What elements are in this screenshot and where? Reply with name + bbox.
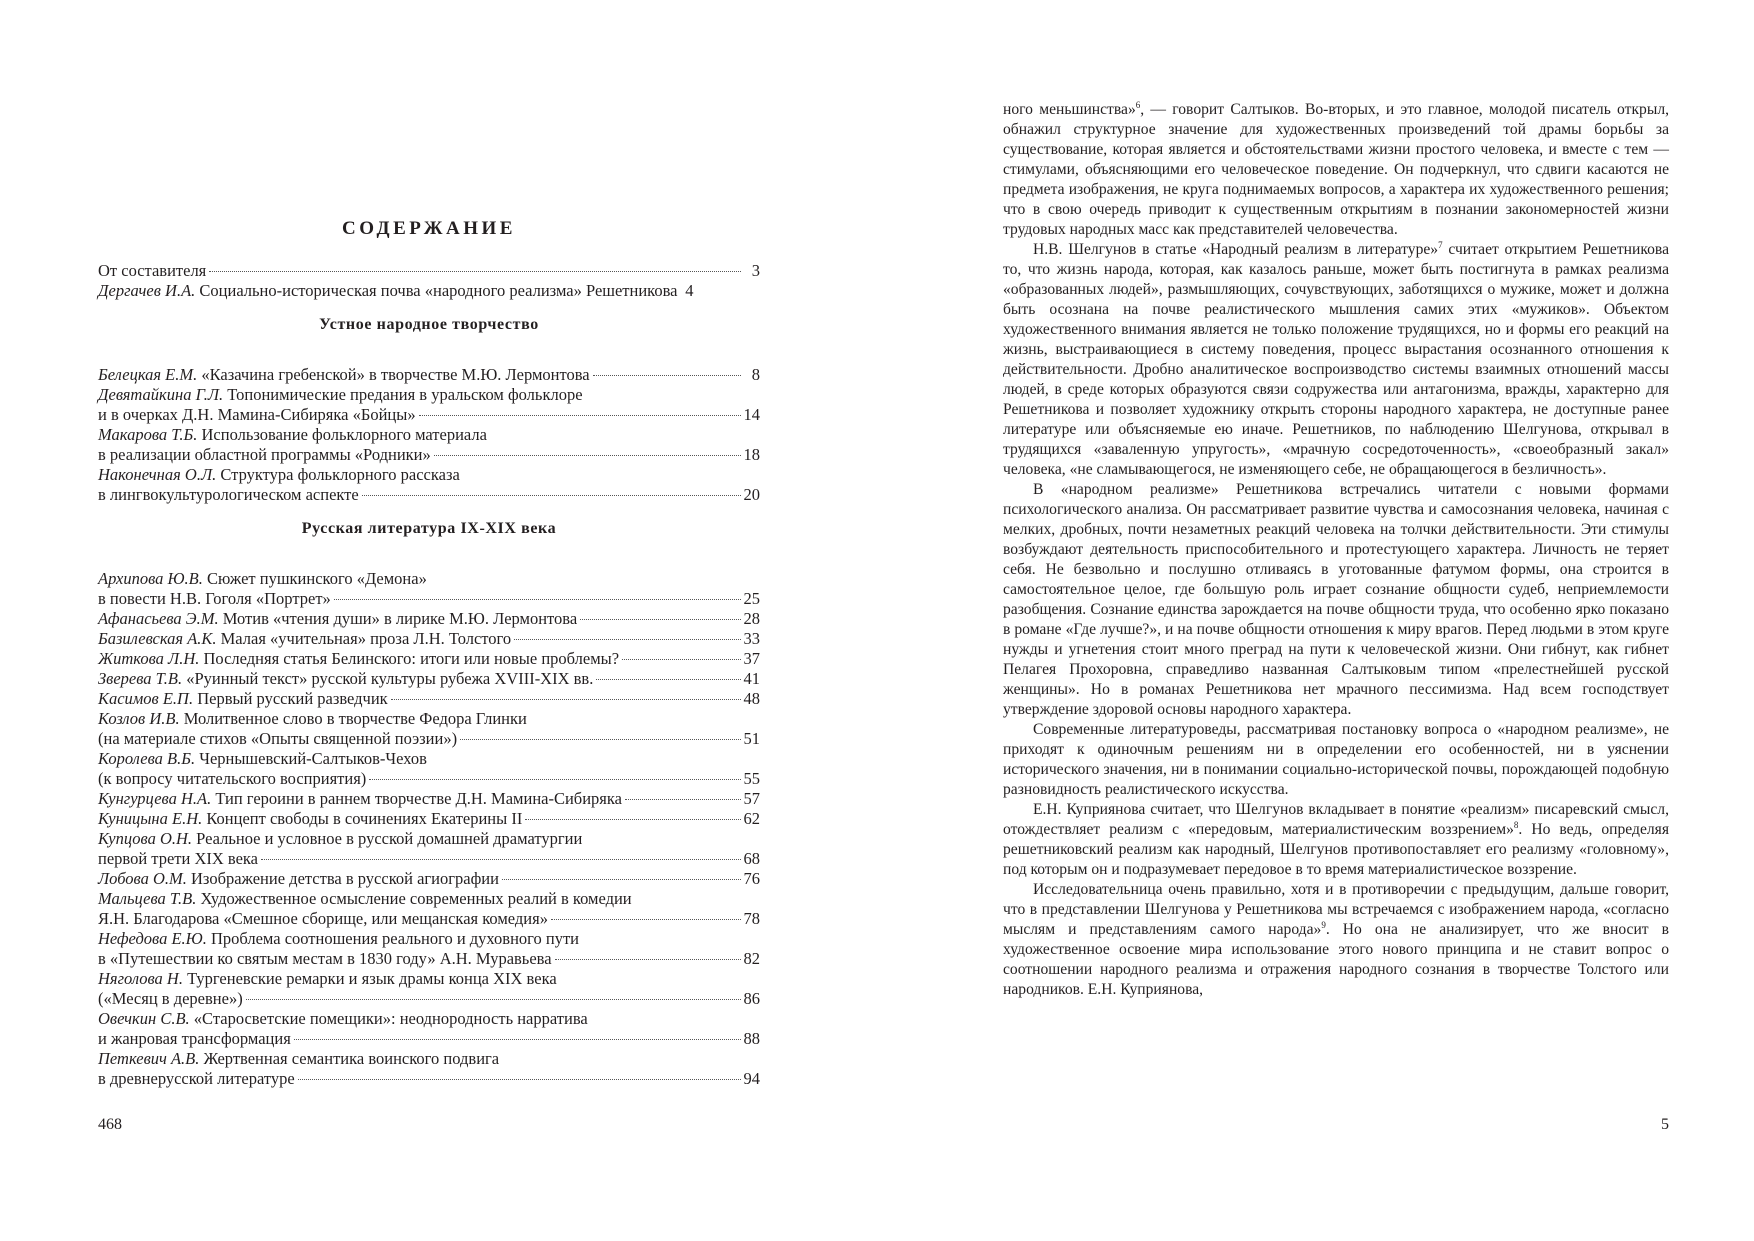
toc-entry-line <box>98 609 760 629</box>
paragraph: Н.В. Шелгунов в статье «Народный реализм в литературе»$^7$ считает открытием Решетникова то, что жизнь народа, которая, как казалось раньше, может быть постигнута в рамках реализма «образованных людей», размышляющих, сочувствующих, заботящихся о мужике, может и должна быть осознана на почве реалистического мышления самих этих «мужиков». Объектом художественного внимания является не только положение трудящихся, но и формы его реакций на жизнь, выстраивающиеся в систему поведения, процесс вырастания осознанного отношения к действительности. Дробно аналитическое воспроизводство системы взаимных отношений массы людей, в среде которых образуются связи содружества или антагонизма, вражды, характерно для Решетникова и позволяет художнику открыть стороны народного характера, не доступные ранее литературе или объясняемые ею иначе. Решетников, по наблюдению Шелгунова, открывал в трудящихся «заваленную упругость», «мрачную сосредоточенность», «своеобразный закал» человека, «не сламывающегося, не изменяющего себе, не обращающегося в безличность». <box>1003 240 1669 478</box>
toc-entry-text <box>98 749 427 768</box>
toc-title-text: (на материале стихов «Опыты священной поэзии») <box>98 729 458 748</box>
toc-entry-line <box>98 365 760 385</box>
toc-entry-text <box>98 729 457 749</box>
toc-entry-line <box>98 1009 760 1029</box>
toc-entry[interactable] <box>98 709 760 749</box>
dot-leader <box>334 599 741 600</box>
toc-entry-text <box>98 629 511 649</box>
toc-entry-text <box>98 485 359 505</box>
dot-leader <box>460 739 740 740</box>
toc-entry-line <box>98 445 760 465</box>
toc-page-number: 76 <box>743 869 760 888</box>
toc-entry-text <box>98 789 622 809</box>
toc-entry-text <box>98 969 557 988</box>
toc-title-text: и жанровая трансформация <box>98 1029 291 1048</box>
toc-entry-text <box>98 669 593 689</box>
toc-entry-text <box>98 829 582 848</box>
toc-title: СОДЕРЖАНИЕ <box>342 218 516 239</box>
toc-title-text: первой трети XIX века <box>98 849 258 868</box>
toc-entry[interactable] <box>98 969 760 1009</box>
toc-page-number: 51 <box>743 729 760 748</box>
paragraph: Исследовательница очень правильно, хотя и в противоречии с предыдущим, дальше говорит, что в представлении Шелгунова у Решетникова мы встречаемся с изображением народа, «согласно мыслям и представлениям самого народа»$^9$. Но она не анализирует, что же вносит в художественное освоение мира использование этого нового принципа и не ставит вопрос о соотношении народного реализма и отражения народного сознания в творчестве Толстого или народников. Е.Н. Куприянова, <box>1003 881 1669 998</box>
toc-entry-line <box>98 485 760 505</box>
toc-page-number: 18 <box>743 445 760 464</box>
toc-page-number: 94 <box>743 1069 760 1088</box>
toc-author: Базилевская А.К. <box>98 629 217 648</box>
toc-entry-text <box>98 909 548 929</box>
toc-title-text: и в очерках Д.Н. Мамина-Сибиряка «Бойцы» <box>98 405 416 424</box>
toc-author: Няголова Н. <box>98 969 183 988</box>
toc-title-text: Первый русский разведчик <box>197 689 388 708</box>
toc-entry-line <box>98 405 760 425</box>
toc-entry-text <box>98 405 416 425</box>
toc-title-text: «Казачина гребенской» в творчестве М.Ю. Лермонтова <box>201 365 590 384</box>
toc-author: Архипова Ю.В. <box>98 569 203 588</box>
toc-entry[interactable] <box>98 425 760 465</box>
dot-leader <box>555 959 741 960</box>
toc-entry-line <box>98 769 760 789</box>
toc-author: Купцова О.Н. <box>98 829 193 848</box>
toc-author: Кунгурцева Н.А. <box>98 789 212 808</box>
footnote-ref[interactable]: 8 <box>1513 820 1519 830</box>
toc-entry-line <box>98 385 760 405</box>
toc-entry[interactable] <box>98 629 760 649</box>
toc-entry-text <box>98 869 499 889</box>
toc-title-text: Использование фольклорного материала <box>201 425 487 444</box>
toc-entry-line <box>98 989 760 1009</box>
toc-entry[interactable] <box>98 789 760 809</box>
toc-page-number: 8 <box>751 365 760 384</box>
toc-entry-line <box>98 1029 760 1049</box>
toc-title-text: «Руинный текст» русской культуры рубежа XVIII-XIX вв. <box>186 669 594 688</box>
toc-author: Козлов И.В. <box>98 709 180 728</box>
toc-author: Афанасьева Э.М. <box>98 609 219 628</box>
toc-title-text: Сюжет пушкинского «Демона» <box>206 569 427 588</box>
toc-author: Житкова Л.Н. <box>98 649 200 668</box>
toc-author: Девятайкина Г.Л. <box>98 385 224 404</box>
dot-leader <box>593 375 741 376</box>
toc-author: Королева В.Б. <box>98 749 196 768</box>
right-page <box>1003 0 1669 1241</box>
toc-entry[interactable] <box>98 281 760 301</box>
toc-title-text: Мотив «чтения души» в лирике М.Ю. Лермонтова <box>222 609 578 628</box>
toc-page-number: 20 <box>743 485 760 504</box>
dot-leader <box>580 619 740 620</box>
toc-entry[interactable] <box>98 261 760 281</box>
toc-title-text: Тургеневские ремарки и язык драмы конца XIX века <box>187 969 557 988</box>
toc-author: Лобова О.М. <box>98 869 187 888</box>
dot-leader <box>622 659 740 660</box>
toc-entry-line <box>98 969 760 989</box>
toc-title-text: Жертвенная семантика воинского подвига <box>203 1049 500 1068</box>
toc-entry-line <box>98 809 760 829</box>
toc-entry[interactable] <box>98 365 760 385</box>
dot-leader <box>261 859 741 860</box>
toc-entry-text <box>98 1049 499 1068</box>
dot-leader <box>551 919 741 920</box>
toc-page-number: 25 <box>743 589 760 608</box>
toc-entry-line <box>98 829 760 849</box>
dot-leader <box>294 1039 741 1040</box>
toc-title-text: Концепт свободы в сочинениях Екатерины II <box>206 809 523 828</box>
toc-entry-text <box>98 365 590 385</box>
footnote-ref[interactable]: 9 <box>1321 920 1326 930</box>
toc-title-text: в «Путешествии ко святым местам в 1830 году» А.Н. Муравьева <box>98 949 552 968</box>
toc-page-number: 28 <box>743 609 760 628</box>
dot-leader <box>209 271 741 272</box>
dot-leader <box>434 455 741 456</box>
toc-entry-line <box>98 789 760 809</box>
toc-entry-text <box>98 609 577 629</box>
toc-entry[interactable] <box>98 809 760 829</box>
dot-leader <box>298 1079 741 1080</box>
toc-entry-text <box>98 689 388 709</box>
toc-entry[interactable] <box>98 609 760 629</box>
section-heading: Устное народное творчество <box>319 316 539 333</box>
toc-entry[interactable] <box>98 385 760 425</box>
dot-leader <box>362 495 741 496</box>
toc-entry-line <box>98 465 760 485</box>
toc-entry-text <box>98 769 366 789</box>
toc-entry-text <box>98 949 552 969</box>
toc-entry[interactable] <box>98 749 760 789</box>
toc-entry-line <box>98 689 760 709</box>
toc-entry-text <box>98 929 579 948</box>
dot-leader <box>246 999 741 1000</box>
toc-entry-text <box>98 261 206 281</box>
toc-title-text: «Старосветские помещики»: неоднородность нарратива <box>193 1009 588 1028</box>
toc-entry-text <box>98 809 522 829</box>
toc-title-text: Чернышевский-Салтыков-Чехов <box>199 749 427 768</box>
toc-entry-line <box>98 849 760 869</box>
toc-page-number: 62 <box>743 809 760 828</box>
toc-title-text: Тип героини в раннем творчестве Д.Н. Мамина-Сибиряка <box>215 789 622 808</box>
toc-entry-line <box>98 1069 760 1089</box>
toc-page-number: 14 <box>743 405 760 424</box>
toc-entry-line <box>98 909 760 929</box>
left-page <box>98 0 760 1241</box>
toc-author: Макарова Т.Б. <box>98 425 198 444</box>
toc-entry-line <box>98 949 760 969</box>
toc-title-text: Я.Н. Благодарова «Смешное сборище, или мещанская комедия» <box>98 909 548 928</box>
toc-entry[interactable] <box>98 929 760 969</box>
paragraph: Современные литературоведы, рассматривая постановку вопроса о «народном реализме», не приходят к одиночным решениям ни в определении его особенностей, ни в уяснении исторического значения, ни в понимании социально-исторической почвы, порождающей подобную разновидность реалистического искусства. <box>1003 721 1669 798</box>
dot-leader <box>419 415 741 416</box>
toc-page-number: 88 <box>743 1029 760 1048</box>
toc-entry-text <box>98 281 678 301</box>
toc-entry-text <box>98 1009 588 1028</box>
toc-page-number: 55 <box>743 769 760 788</box>
right-page-number: 5 <box>1661 1116 1669 1133</box>
toc-title-text: в древнерусской литературе <box>98 1069 295 1088</box>
toc-entry[interactable] <box>98 1009 760 1049</box>
toc-author: Дергачев И.А. <box>98 281 196 300</box>
toc-title-text: в лингвокультурологическом аспекте <box>98 485 359 504</box>
toc-page-number: 4 <box>685 281 694 300</box>
toc-author: Белецкая Е.М. <box>98 365 198 384</box>
body-text <box>1003 100 1669 1000</box>
toc-page-number: 82 <box>743 949 760 968</box>
dot-leader <box>502 879 741 880</box>
dot-leader <box>596 679 740 680</box>
toc-author: Касимов Е.П. <box>98 689 194 708</box>
footnote-ref[interactable]: 7 <box>1438 240 1443 250</box>
toc-entry-line <box>98 749 760 769</box>
toc-entry-text <box>98 709 527 728</box>
toc-page-number: 41 <box>743 669 760 688</box>
toc-entry[interactable] <box>98 649 760 669</box>
toc-entry-line <box>98 729 760 749</box>
toc-entry-line <box>98 261 760 281</box>
toc-title-text: Молитвенное слово в творчестве Федора Глинки <box>183 709 527 728</box>
toc-entry[interactable] <box>98 669 760 689</box>
toc-author: Куницына Е.Н. <box>98 809 203 828</box>
toc-entry-line <box>98 425 760 445</box>
toc-entry-line <box>98 569 760 589</box>
left-page-number: 468 <box>98 1116 122 1133</box>
footnote-ref[interactable]: 6 <box>1135 100 1141 110</box>
dot-leader <box>625 799 741 800</box>
toc-title-text: Изображение детства в русской агиографии <box>191 869 499 888</box>
dot-leader <box>525 819 740 820</box>
toc-author: Петкевич А.В. <box>98 1049 200 1068</box>
toc-page-number: 3 <box>751 261 760 280</box>
toc-entry-text <box>98 589 331 609</box>
toc-entry-text <box>98 649 619 669</box>
toc-title-text: Топонимические предания в уральском фольклоре <box>227 385 583 404</box>
toc-entry-text <box>98 849 258 869</box>
toc-entry-line <box>98 929 760 949</box>
toc-entry-line <box>98 709 760 729</box>
toc-entry-text <box>98 445 431 465</box>
toc-entry-line <box>98 869 760 889</box>
dot-leader <box>391 699 741 700</box>
toc-entry-text <box>98 569 427 588</box>
toc-author: Зверева Т.В. <box>98 669 183 688</box>
toc-entry-line <box>98 889 760 909</box>
toc-title-text: Структура фольклорного рассказа <box>220 465 460 484</box>
paragraph: Е.Н. Куприянова считает, что Шелгунов вкладывает в понятие «реализм» писаревский смысл, отождествляет реализм с «передовым, материалистическим воззрением»$^8$. Но ведь, определяя решетниковский реализм как народный, Шелгунов противопоставляет его реализму «головному», под которым он и подразумевает передовое в то время материалистическое воззрение. <box>1003 801 1669 878</box>
toc-entry-line <box>98 1049 760 1069</box>
paragraph: ного меньшинства»$^6$, — говорит Салтыков. Во-вторых, и это главное, молодой писатель открыл, обнажил структурное значение для художественных произведений той драмы борьбы за существование, которая является и обстоятельствами жизни простого человека, и вместе с тем — стимулами, объясняющими его человеческое поведение. Он подчеркнул, что сдвиги касаются не предмета изображения, не круга поднимаемых вопросов, а характера их художественного решения; что в свою очередь приводит к существенным открытиям в познании закономерностей жизни трудовых народных масс как представителей человечества. <box>1003 100 1669 238</box>
toc-entry[interactable] <box>98 829 760 869</box>
toc-author: Наконечная О.Л. <box>98 465 217 484</box>
toc-entry-text <box>98 1029 291 1049</box>
toc-page-number: 78 <box>743 909 760 928</box>
toc-entry-line <box>98 589 760 609</box>
toc-entry-line <box>98 649 760 669</box>
toc-entry-text <box>98 1069 295 1089</box>
toc-entry[interactable] <box>98 1049 760 1089</box>
toc-title-text: Художественное осмысление современных реалий в комедии <box>200 889 632 908</box>
toc-entry[interactable] <box>98 465 760 505</box>
toc-author: Мальцева Т.В. <box>98 889 197 908</box>
section-heading: Русская литература IX-XIX века <box>301 520 557 537</box>
toc-page-number: 68 <box>743 849 760 868</box>
toc-entry-line <box>98 281 760 301</box>
toc-entry-text <box>98 989 243 1009</box>
toc-page-number: 86 <box>743 989 760 1008</box>
toc-entry-text <box>98 465 460 484</box>
toc-entry[interactable] <box>98 889 760 929</box>
toc-title-text: Проблема соотношения реального и духовного пути <box>210 929 580 948</box>
toc-entry[interactable] <box>98 869 760 889</box>
toc-entry[interactable] <box>98 569 760 609</box>
toc-page-number: 37 <box>743 649 760 668</box>
toc-title-text: Реальное и условное в русской домашней драматургии <box>196 829 583 848</box>
toc-entry-text <box>98 425 487 444</box>
toc-title-text: От составителя <box>98 261 207 280</box>
toc-title-text: Последняя статья Белинского: итоги или новые проблемы? <box>203 649 620 668</box>
toc-page-number: 57 <box>743 789 760 808</box>
toc-entry-text <box>98 889 632 908</box>
toc-page-number: 33 <box>743 629 760 648</box>
dot-leader <box>514 639 740 640</box>
dot-leader <box>369 779 740 780</box>
toc-author: Овечкин С.В. <box>98 1009 190 1028</box>
toc-entry-line <box>98 669 760 689</box>
toc-title-text: («Месяц в деревне») <box>98 989 243 1008</box>
paragraph: В «народном реализме» Решетникова встречались читатели с новыми формами психологического анализа. Он рассматривает развитие чувства и самосознания человека, начиная с мелких, дробных, почти незаметных реакций человека на толчки действительности. Эти стимулы возбуждают деятельность приспособительного и протестующего характера. Личность не теряет себя. Не безвольно и послушно отливаясь в уготованные фатумом формы, она строится в самостоятельное целое, где большую роль играет сознание общности судеб, неприемлемости разобщения. Сознание единства зарождается на почве общности труда, что особенно ярко показано в романе «Где лучше?», и на почве общности отношения к миру врагов. Перед людьми в этом круге нужды и угнетения стоит много преград на пути к человеческой жизни. Они гибнут, как гибнет Пелагея Прохоровна, справедливо названная Салтыковым типом «прелестнейшей русской женщины». Но в романах Решетникова нет мрачного пессимизма. Над всем господствует утверждение здоровой основы народного характера. <box>1003 481 1669 718</box>
toc-entry[interactable] <box>98 689 760 709</box>
toc-title-text: в повести Н.В. Гоголя «Портрет» <box>98 589 331 608</box>
toc-title-text: в реализации областной программы «Родники» <box>98 445 431 464</box>
toc-page-number: 48 <box>743 689 760 708</box>
toc-title-text: (к вопросу читательского восприятия) <box>98 769 367 788</box>
toc-entry-text <box>98 385 583 404</box>
toc-title-text: Социально-историческая почва «народного реализма» Решетникова <box>199 281 678 300</box>
toc-entry-line <box>98 629 760 649</box>
toc-title-text: Малая «учительная» проза Л.Н. Толстого <box>220 629 512 648</box>
table-of-contents <box>98 261 760 1089</box>
toc-author: Нефедова Е.Ю. <box>98 929 207 948</box>
